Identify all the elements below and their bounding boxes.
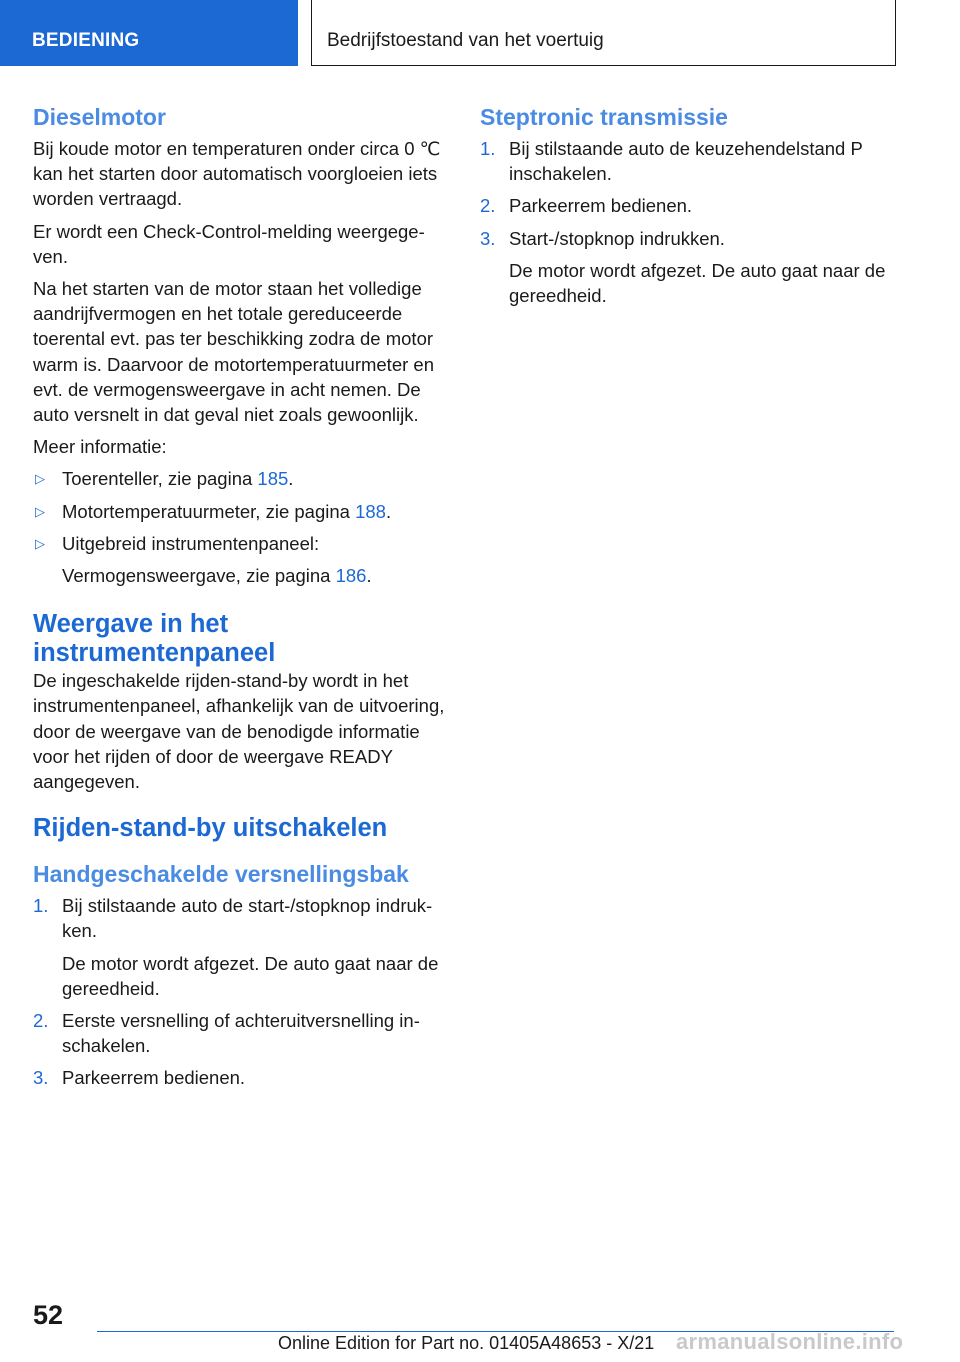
triangle-bullet-icon: ▷ bbox=[35, 535, 45, 551]
bullet-subtext bbox=[62, 563, 451, 588]
step-number: 2. bbox=[33, 1010, 49, 1032]
step-text: Bij stilstaande auto de start-/stopknop indrukken. bbox=[62, 895, 433, 942]
heading-dieselmotor: Dieselmotor bbox=[33, 104, 166, 130]
right-column bbox=[480, 100, 900, 315]
list-item bbox=[33, 466, 451, 491]
display-paragraph: De ingeschakelde rijden-stand-by wordt in het instrumentenpaneel, afhankelijk van de uitvoering, door de weergave van de benodigde informatie voor het rijden of door de weergave READY aangegeven. bbox=[33, 670, 445, 793]
list-item bbox=[480, 226, 900, 309]
step-text: Parkeerrem bedienen. bbox=[509, 195, 693, 217]
triangle-bullet-icon: ▷ bbox=[35, 503, 45, 519]
diesel-paragraph-1: Bij koude motor en temperaturen onder circa 0 ℃ kan het starten door automatisch voorgloeien iets worden vertraagd. bbox=[33, 138, 441, 210]
page-header bbox=[0, 0, 960, 66]
step-text: Start-/stopknop indrukken. bbox=[509, 227, 725, 249]
step-number: 1. bbox=[33, 895, 49, 917]
step-text: Bij stilstaande auto de keuzehendelstand P inschakelen. bbox=[509, 138, 863, 185]
section-tab: BEDIENING bbox=[0, 0, 298, 66]
list-item bbox=[33, 1065, 451, 1090]
more-info-label: Meer informatie: bbox=[33, 436, 167, 458]
page-link-186[interactable]: 186 bbox=[335, 565, 367, 587]
bullet-text: Uitgebreid instrumentenpaneel: bbox=[62, 532, 320, 554]
step-subtext: De motor wordt afgezet. De auto gaat naar de gereedheid. bbox=[62, 952, 439, 999]
list-item bbox=[480, 136, 900, 186]
step-number: 3. bbox=[480, 227, 496, 249]
page-link-185[interactable]: 185 bbox=[257, 468, 289, 490]
bullet-end: . bbox=[385, 500, 392, 522]
list-item bbox=[33, 531, 451, 588]
manual-steps-list bbox=[33, 893, 451, 1090]
heading-steptronic: Steptronic transmissie bbox=[480, 104, 728, 130]
chapter-title: Bedrijfstoestand van het voertuig bbox=[327, 30, 604, 51]
page-link-188[interactable]: 188 bbox=[355, 500, 386, 522]
heading-handgeschakeld: Handgeschakelde versnellingsbak bbox=[33, 861, 409, 888]
header-title-box bbox=[311, 0, 896, 66]
bullet-text: Motortemperatuurmeter, zie pagina bbox=[62, 500, 356, 522]
diesel-paragraph-2: Er wordt een Check-Control-melding weergegeven. bbox=[33, 220, 425, 267]
watermark: armanualsonline.info bbox=[676, 1329, 904, 1354]
list-item bbox=[33, 893, 451, 1001]
step-subtext: De motor wordt afgezet. De auto gaat naar de gereedheid. bbox=[509, 259, 886, 307]
step-text: Parkeerrem bedienen. bbox=[62, 1067, 246, 1089]
steptronic-steps-list bbox=[480, 136, 900, 308]
step-number: 2. bbox=[480, 195, 496, 217]
left-column bbox=[33, 100, 451, 1098]
bullet-end: . bbox=[288, 468, 294, 490]
triangle-bullet-icon: ▷ bbox=[35, 471, 45, 487]
list-item bbox=[33, 1008, 451, 1058]
heading-weergave: Weergave in het instrumentenpaneel bbox=[33, 610, 276, 668]
list-item bbox=[33, 499, 451, 524]
heading-rijden-stand-by-uitschakelen: Rijden-stand-by uitschakelen bbox=[33, 814, 388, 843]
bullet-text: Toerenteller, zie pagina bbox=[62, 468, 258, 490]
diesel-paragraph-3: Na het starten van de motor staan het volledige aandrijfvermogen en het totale gereduceerde toerental evt. pas ter beschikking zodra de motor warm is. Daarvoor de motortemperatuurmeter en evt. de vermogensweergave in acht nemen. De auto versnelt in dat geval niet zoals gewoonlijk. bbox=[33, 278, 434, 426]
step-number: 1. bbox=[480, 138, 496, 159]
list-item bbox=[480, 193, 900, 218]
bullet-subtext-label: Vermogensweergave, zie pagina bbox=[62, 565, 336, 587]
step-text: Eerste versnelling of achteruitversnelling inschakelen. bbox=[62, 1010, 420, 1057]
footer-edition: Online Edition for Part no. 01405A48653 - X/21 bbox=[278, 1333, 655, 1353]
page-number: 52 bbox=[33, 1300, 64, 1330]
more-info-list bbox=[33, 466, 451, 588]
step-number: 3. bbox=[33, 1067, 49, 1089]
bullet-end: . bbox=[366, 565, 372, 587]
